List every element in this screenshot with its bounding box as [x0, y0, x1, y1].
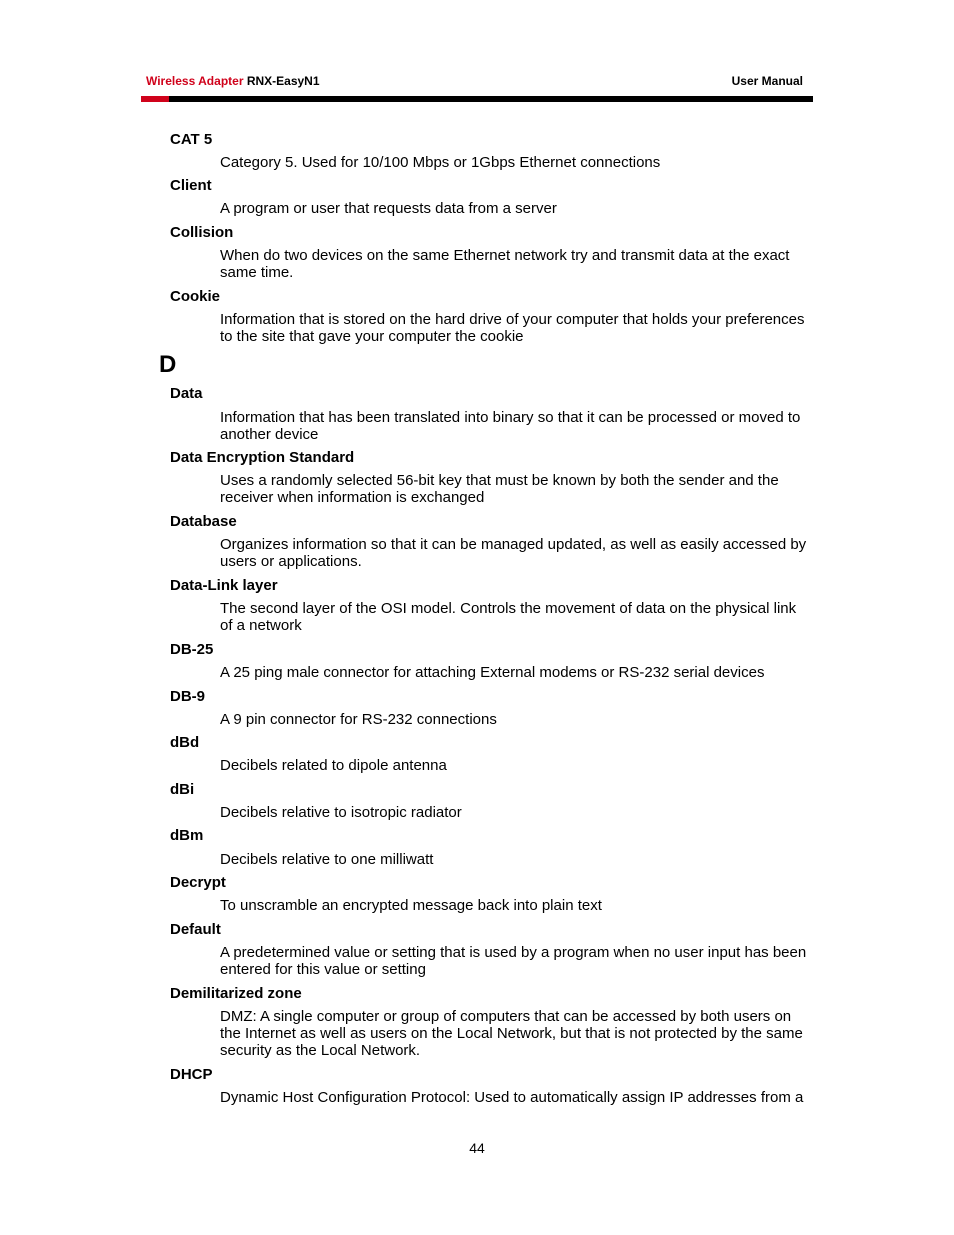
- definition-db9: A 9 pin connector for RS-232 connections: [220, 711, 497, 728]
- term-db25: DB-25: [170, 641, 214, 658]
- definition-dhcp: Dynamic Host Configuration Protocol: Used to automatically assign IP addresses from a: [220, 1089, 804, 1106]
- term-dbm: dBm: [170, 827, 204, 844]
- definition-data-encryption-standard: Uses a randomly selected 56-bit key that must be known by both the sender and the receiver when information is exchanged: [220, 472, 779, 506]
- term-default: Default: [170, 921, 221, 938]
- definition-db25: A 25 ping male connector for attaching External modems or RS-232 serial devices: [220, 664, 765, 681]
- definition-demilitarized-zone: DMZ: A single computer or group of computers that can be accessed by both users on the Internet as well as users on the Local Network, but that is not protected by the same security as the Local Network.: [220, 1008, 803, 1059]
- term-data: Data: [170, 385, 203, 402]
- term-collision: Collision: [170, 224, 234, 241]
- definition-default: A predetermined value or setting that is used by a program when no user input has been entered for this value or setting: [220, 944, 807, 978]
- term-cat5: CAT 5: [170, 131, 213, 148]
- header-product: [146, 74, 320, 88]
- section-letter-d: D: [159, 351, 177, 378]
- definition-data: Information that has been translated into binary so that it can be processed or moved to another device: [220, 409, 801, 443]
- term-demilitarized-zone: Demilitarized zone: [170, 985, 302, 1002]
- term-db9: DB-9: [170, 688, 206, 705]
- term-dbd: dBd: [170, 734, 200, 751]
- header-rule: [141, 96, 813, 102]
- definition-decrypt: To unscramble an encrypted message back into plain text: [220, 897, 602, 914]
- definition-dbd: Decibels related to dipole antenna: [220, 757, 447, 774]
- header-product-prefix: Wireless Adapter: [146, 74, 244, 88]
- definition-cat5: Category 5. Used for 10/100 Mbps or 1Gbps Ethernet connections: [220, 154, 661, 171]
- header-product-model: RNX-EasyN1: [246, 74, 320, 88]
- term-database: Database: [170, 513, 237, 530]
- term-data-encryption-standard: Data Encryption Standard: [170, 449, 355, 466]
- definition-database: Organizes information so that it can be managed updated, as well as easily accessed by users or applications.: [220, 536, 807, 570]
- term-dhcp: DHCP: [170, 1066, 213, 1083]
- page-number: 44: [469, 1140, 485, 1156]
- term-data-link-layer: Data-Link layer: [170, 577, 278, 594]
- definition-dbi: Decibels relative to isotropic radiator: [220, 804, 462, 821]
- term-dbi: dBi: [170, 781, 195, 798]
- page-header: [146, 74, 803, 90]
- definition-cookie: Information that is stored on the hard drive of your computer that holds your preferences to the site that gave your computer the cookie: [220, 311, 805, 345]
- definition-data-link-layer: The second layer of the OSI model. Controls the movement of data on the physical link of a network: [220, 600, 797, 634]
- definition-collision: When do two devices on the same Ethernet network try and transmit data at the exact same time.: [220, 247, 790, 281]
- term-client: Client: [170, 177, 212, 194]
- header-doc-type: User Manual: [731, 74, 803, 88]
- term-cookie: Cookie: [170, 288, 221, 305]
- definition-dbm: Decibels relative to one milliwatt: [220, 851, 434, 868]
- term-decrypt: Decrypt: [170, 874, 226, 891]
- definition-client: A program or user that requests data from a server: [220, 200, 557, 217]
- header-rule-accent: [141, 96, 169, 102]
